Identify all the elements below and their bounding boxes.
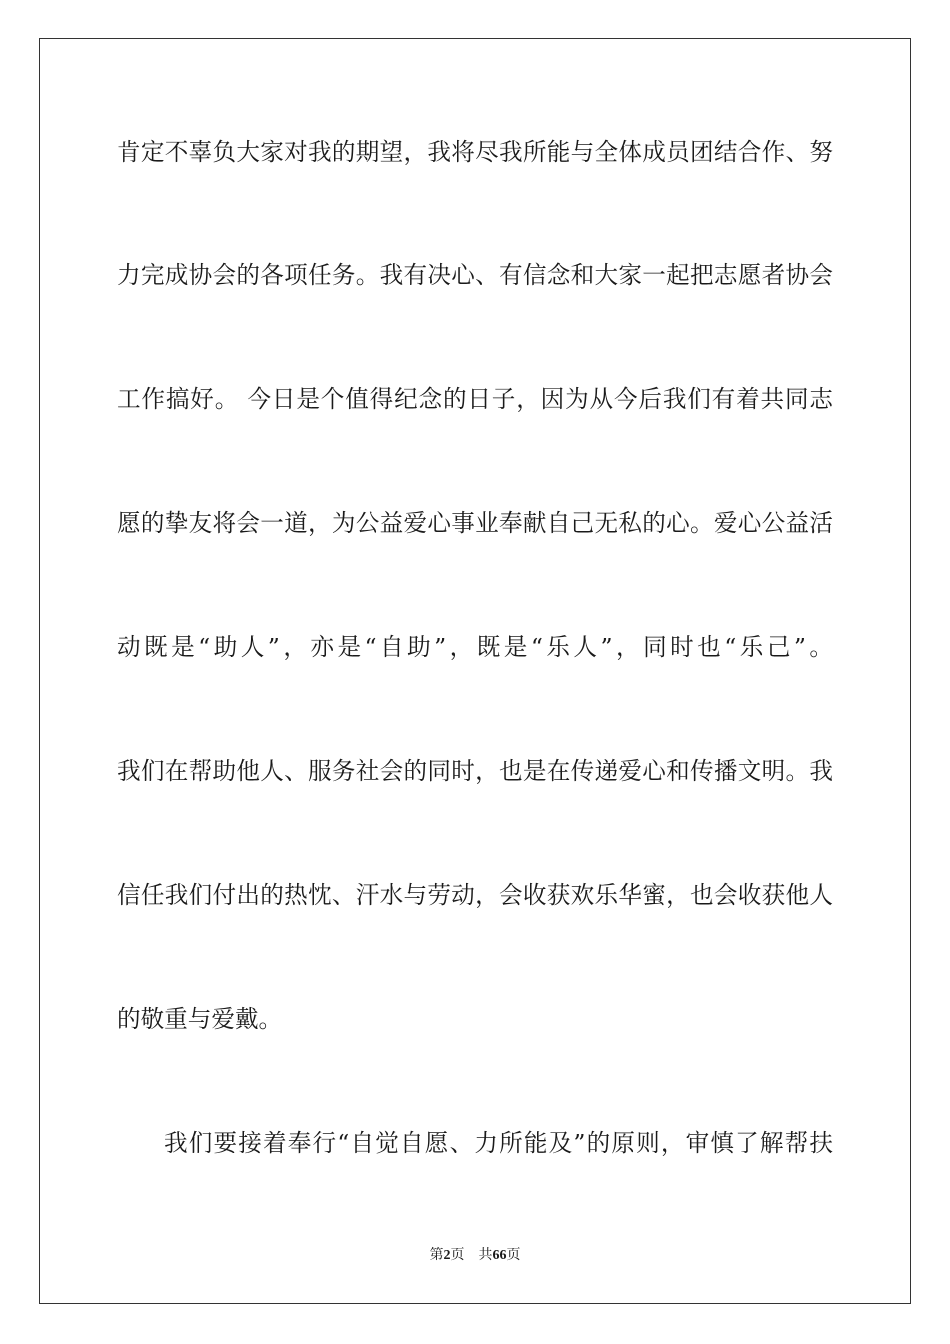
- body-line-6: 我们在帮助他人、服务社会的同时，也是在传递爱心和传播文明。我: [117, 757, 833, 785]
- page-footer: [0, 1245, 950, 1266]
- body-line-1: 肯定不辜负大家对我的期望，我将尽我所能与全体成员团结合作、努: [117, 138, 833, 166]
- body-line-9: 我们要接着奉行“自觉自愿、力所能及”的原则，审慎了解帮扶: [164, 1129, 833, 1157]
- total-prefix: 共: [478, 1247, 493, 1263]
- body-line-4: 愿的挚友将会一道，为公益爱心事业奉献自己无私的心。爱心公益活: [117, 509, 833, 537]
- body-line-5: 动既是“助人”，亦是“自助”，既是“乐人”，同时也“乐己”。: [117, 633, 833, 661]
- page-prefix: 第: [429, 1247, 444, 1263]
- body-line-8: 的敬重与爱戴。: [117, 1005, 283, 1033]
- page-suffix: 页: [450, 1247, 465, 1263]
- body-line-3: 工作搞好。 今日是个值得纪念的日子，因为从今后我们有着共同志: [117, 385, 833, 413]
- page-border: [39, 38, 911, 1304]
- body-line-2: 力完成协会的各项任务。我有决心、有信念和大家一起把志愿者协会: [117, 261, 833, 289]
- page-number: 2: [443, 1248, 451, 1263]
- total-suffix: 页: [506, 1247, 521, 1263]
- body-line-7: 信任我们付出的热忱、汗水与劳动，会收获欢乐华蜜，也会收获他人: [117, 881, 833, 909]
- total-pages: 66: [492, 1248, 507, 1263]
